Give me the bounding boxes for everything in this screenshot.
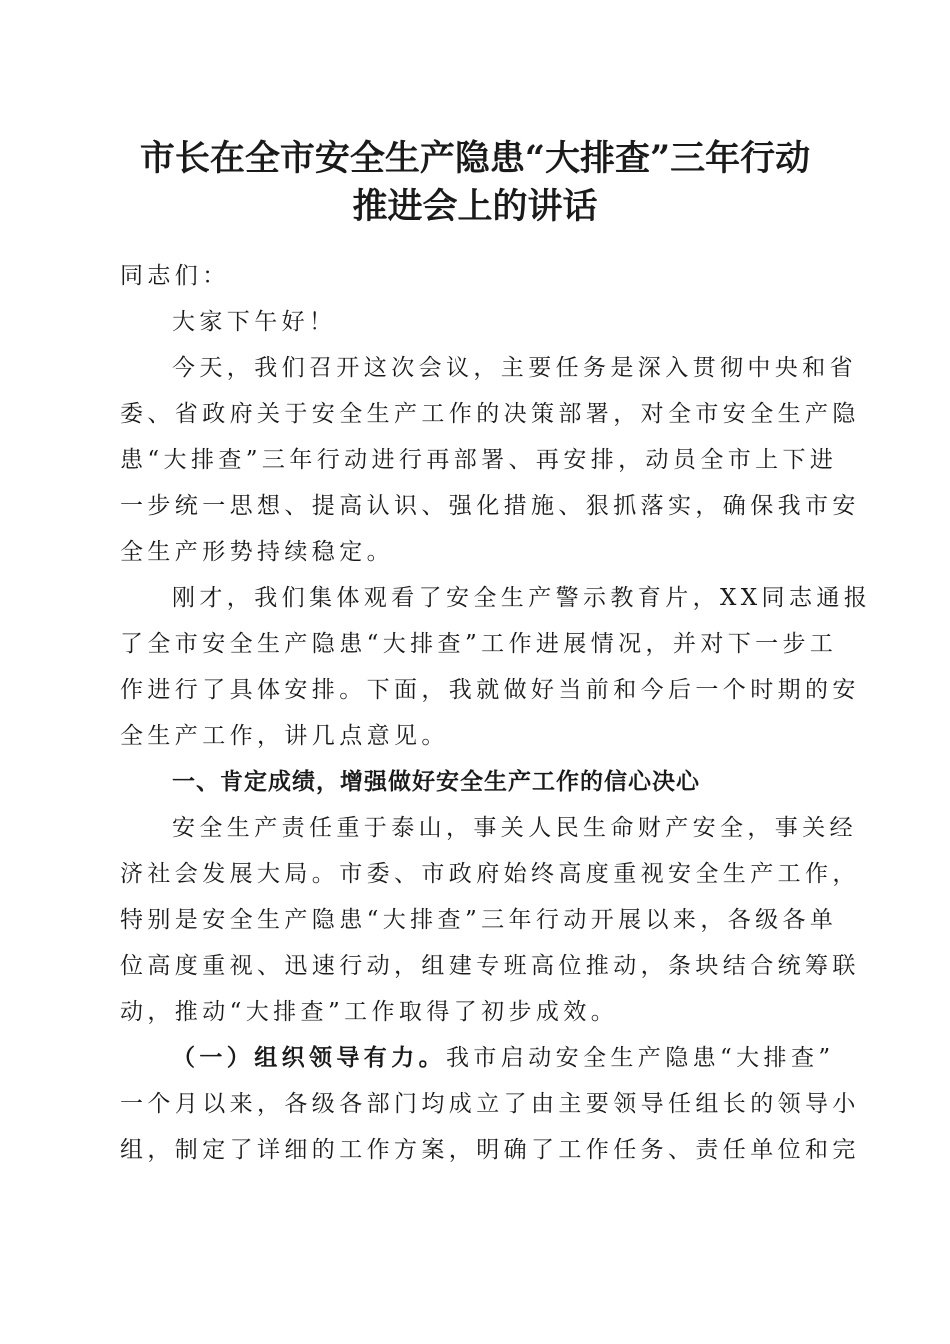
- subheading-1: （一）组织领导有力。: [172, 1044, 446, 1071]
- paragraph-line: 一步统一思想、提高认识、强化措施、狠抓落实，确保我市安: [120, 493, 860, 519]
- document-title-line-2: 推进会上的讲话: [352, 186, 598, 227]
- paragraph-line: 组，制定了详细的工作方案，明确了工作任务、责任单位和完: [120, 1137, 860, 1163]
- paragraph-line: 一个月以来，各级各部门均成立了由主要领导任组长的领导小: [120, 1091, 860, 1117]
- paragraph-line: 动，推动“大排查”工作取得了初步成效。: [120, 999, 619, 1025]
- paragraph-line: 位高度重视、迅速行动，组建专班高位推动，条块结合统筹联: [120, 953, 860, 979]
- paragraph-briefing: [120, 575, 872, 759]
- paragraph-line: [120, 1035, 835, 1081]
- paragraph-line: 特别是安全生产隐患“大排查”三年行动开展以来，各级各单: [120, 907, 838, 933]
- paragraph-line: 作进行了具体安排。下面，我就做好当前和今后一个时期的安: [120, 677, 860, 703]
- paragraph-achievements: [120, 805, 860, 1035]
- paragraph-line: 全生产工作，讲几点意见。: [120, 723, 449, 749]
- paragraph-line: 委、省政府关于安全生产工作的决策部署，对全市安全生产隐: [120, 401, 860, 427]
- salutation: 同志们：: [120, 263, 230, 289]
- paragraph-line: 患“大排查”三年行动进行再部署、再安排，动员全市上下进: [120, 447, 838, 473]
- paragraph-line: 全生产形势持续稳定。: [120, 539, 394, 565]
- document-body: [120, 253, 872, 1173]
- paragraph-opening: [120, 345, 860, 575]
- paragraph-line: 刚才，我们集体观看了安全生产警示教育片，XX同志通报: [172, 585, 872, 611]
- paragraph-line: 今天，我们召开这次会议，主要任务是深入贯彻中央和省: [172, 355, 857, 381]
- paragraph-line: 济社会发展大局。市委、市政府始终高度重视安全生产工作，: [120, 861, 860, 887]
- paragraph-text: 我市启动安全生产隐患“大排查”: [446, 1045, 835, 1071]
- paragraph-line: 安全生产责任重于泰山，事关人民生命财产安全，事关经: [172, 815, 857, 841]
- section-heading-1: 一、肯定成绩，增强做好安全生产工作的信心决心: [172, 769, 700, 795]
- document-title-line-1: 市长在全市安全生产隐患“大排查”三年行动: [139, 138, 811, 179]
- greeting: 大家下午好！: [172, 309, 337, 335]
- paragraph-organization: [120, 1035, 860, 1173]
- paragraph-line: 了全市安全生产隐患“大排查”工作进展情况，并对下一步工: [120, 631, 838, 657]
